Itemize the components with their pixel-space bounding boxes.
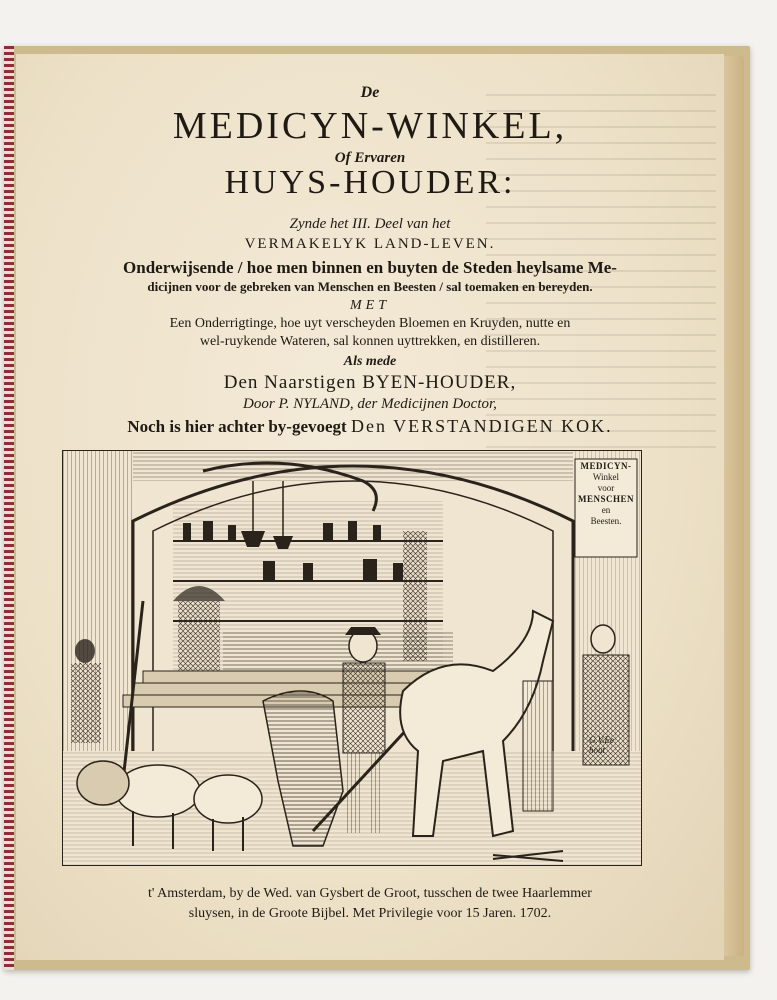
sign-line-4: MENSCHEN: [577, 494, 634, 504]
book: [4, 46, 750, 970]
sign-line-2: Winkel: [592, 472, 620, 482]
volume-note: Zynde het III. Deel van het: [289, 216, 451, 232]
sign-line-6: Beesten.: [590, 516, 622, 526]
sign-line-3: voor: [597, 483, 615, 493]
engraving-illustration: [62, 450, 642, 866]
signature-line-1: G.V.Ee: [589, 735, 614, 745]
series-title: VERMAKELYK LAND-LEVEN.: [244, 236, 496, 252]
shop-sign: [575, 461, 637, 557]
sign-line-1: MEDICYN-: [580, 461, 632, 471]
main-title: MEDICYN-WINKEL,: [172, 105, 568, 147]
apothecary-shop-scene: [63, 451, 641, 865]
signature-line-2: hout: [589, 745, 606, 755]
imprint-line-2: sluysen, in de Groote Bijbel. Met Privilegie voor 15 Jaren. 1702.: [188, 906, 552, 921]
imprint-line-1: t' Amsterdam, by de Wed. van Gysbert de Groot, tusschen de twee Haarlemmer: [148, 886, 592, 901]
instruction-line-1: Een Onderrigtinge, hoe uyt verscheyden Bloemen en Kruyden, nutte en: [169, 316, 571, 331]
appendix-line: [16, 416, 724, 437]
instruction-line-2: wel-ruykende Wateren, sal konnen uyttrekken, en distilleren.: [199, 334, 541, 349]
title-of: Of Ervaren: [334, 150, 406, 166]
title-met: MET: [350, 298, 390, 313]
appendix-roman: Den VERSTANDIGEN KOK.: [350, 416, 613, 436]
description-line-2: dicijnen voor de gebreken van Menschen en Beesten / sal toemaken en bereyden.: [147, 279, 593, 294]
title-de: De: [360, 84, 380, 101]
bee-keeper-title: Den Naarstigen BYEN-HOUDER,: [223, 372, 517, 393]
title-page: [16, 54, 724, 960]
book-spine: [4, 46, 14, 970]
title-als-mede: Als mede: [343, 354, 397, 369]
sign-line-5: en: [601, 505, 611, 515]
author-line: Door P. NYLAND, der Medicijnen Doctor,: [243, 396, 497, 412]
description-line-1: Onderwijsende / hoe men binnen en buyten de Steden heylsame Me-: [123, 258, 617, 277]
engraver-signature: [589, 735, 614, 755]
subtitle: HUYS-HOUDER:: [224, 164, 516, 201]
appendix-blackletter: Noch is hier achter by-gevoegt: [127, 417, 347, 436]
